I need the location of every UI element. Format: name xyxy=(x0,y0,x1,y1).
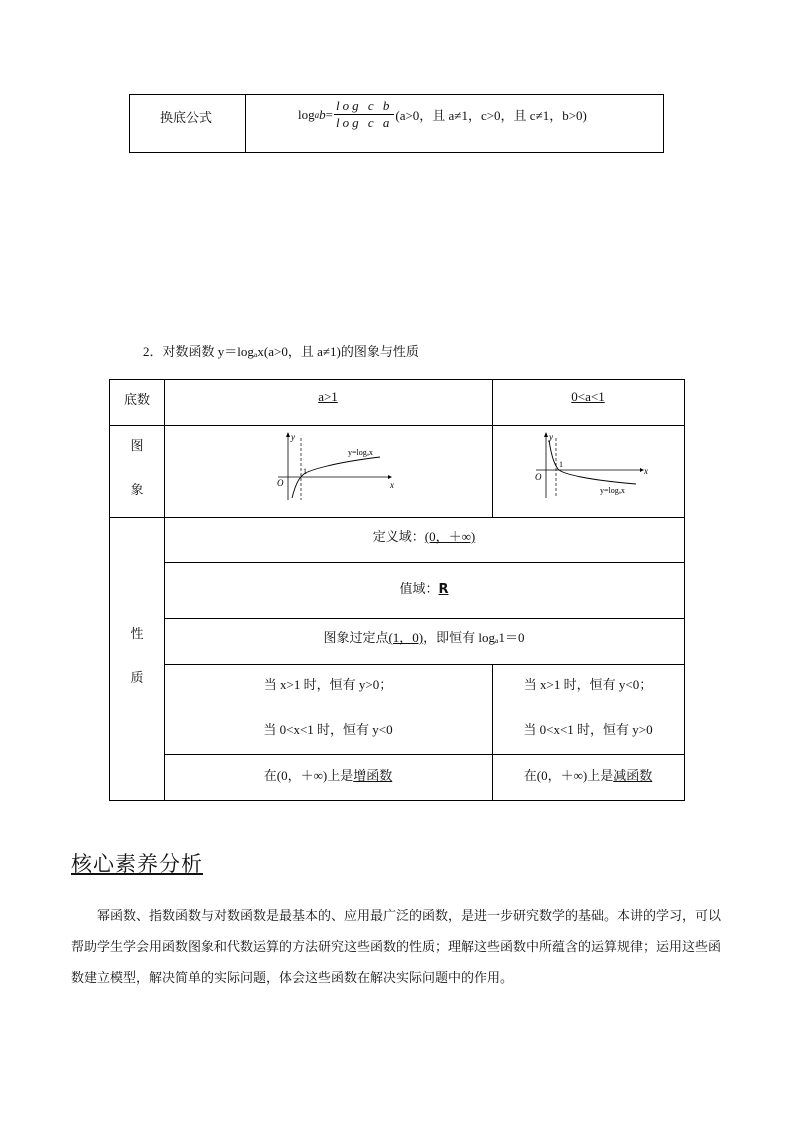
domain-value: (0，＋∞) xyxy=(424,529,476,544)
property-label-1: 性 xyxy=(130,627,144,642)
formula-log-base: a xyxy=(314,109,320,120)
graph-label-2: 象 xyxy=(130,483,144,498)
x-axis-arrow xyxy=(388,475,392,479)
fixed-point-value: (1，0) xyxy=(388,630,424,645)
sign-gt1-line1: 当 x>1 时，恒有 y>0； xyxy=(263,677,393,692)
graph-increasing-log xyxy=(270,430,400,505)
formula-log: log xyxy=(298,106,315,122)
row-divider-header xyxy=(110,425,684,426)
change-of-base-table xyxy=(129,94,664,153)
mono-lt1: 在(0，＋∞)上是减函数 xyxy=(523,768,653,783)
sign-lt1-line1: 当 x>1 时，恒有 y<0； xyxy=(523,677,653,692)
domain-row: 定义域：(0，＋∞) xyxy=(372,529,476,545)
core-literacy-title: 核心素养分析 xyxy=(71,852,203,876)
curve-label: y=logₐx xyxy=(348,448,373,457)
origin-label: O xyxy=(277,478,284,488)
y-axis-arrow xyxy=(286,432,290,437)
property-label-2: 质 xyxy=(130,671,144,686)
mono-lt1-value: 减函数 xyxy=(613,768,653,783)
mono-gt1-value: 增函数 xyxy=(353,768,393,783)
formula-equals: = xyxy=(325,106,333,122)
sign-gt1-line2: 当 0<x<1 时，恒有 y<0 xyxy=(263,722,393,737)
y-label: y xyxy=(549,432,553,442)
core-literacy-paragraph: 幂函数、指数函数与对数函数是最基本的、应用最广泛的函数，是进一步研究数学的基础。本讲的学习，可以帮助学生学会用函数图象和代数运算的方法研究这些函数的性质；理解这些函数中所蕴含的运算规律；运用这些函数建立模型，解决简单的实际问题，体会这些函数在解决实际问题中的作用。 xyxy=(71,909,722,986)
y-label: y xyxy=(291,432,295,442)
log-function-table xyxy=(109,379,685,801)
row-divider-range xyxy=(164,618,684,619)
formula-log-arg: b xyxy=(319,106,326,122)
formula-numerator: log c b xyxy=(335,98,393,113)
change-of-base-formula xyxy=(298,98,587,131)
range-row: 值域：R xyxy=(399,582,449,597)
y-axis-arrow xyxy=(544,432,548,437)
log-curve-increasing xyxy=(292,457,380,498)
formula-label: 换底公式 xyxy=(160,111,213,126)
sign-lt1-line2: 当 0<x<1 时，恒有 y>0 xyxy=(523,722,653,737)
graph-decreasing-log xyxy=(528,430,658,505)
curve-label: y=logₐx xyxy=(600,486,625,495)
label-cell xyxy=(130,95,246,152)
section-heading: 2．对数函数 y＝logₐx(a>0，且 a≠1)的图象与性质 xyxy=(143,344,419,359)
formula-condition: (a>0，且 a≠1，c>0，且 c≠1，b>0) xyxy=(395,108,587,123)
row-divider-domain xyxy=(164,562,684,563)
range-value: R xyxy=(438,582,449,597)
row-divider-fixed xyxy=(164,664,684,665)
header-a-lt-1: 0<a<1 xyxy=(571,389,605,404)
formula-fraction xyxy=(334,98,394,131)
header-a-gt-1: a>1 xyxy=(318,389,338,404)
one-label: 1 xyxy=(559,460,563,469)
header-base: 底数 xyxy=(123,393,150,408)
row-divider-graph xyxy=(110,517,684,518)
mono-gt1: 在(0，＋∞)上是增函数 xyxy=(263,768,393,783)
formula-denominator: log c a xyxy=(335,115,393,130)
origin-label: O xyxy=(535,472,542,482)
fixed-point-row: 图象过定点(1，0)，即恒有 logₐ1＝0 xyxy=(323,630,525,646)
row-divider-sign xyxy=(164,754,684,755)
one-label: 1 xyxy=(303,467,307,476)
x-label: x xyxy=(390,480,394,490)
graph-label-1: 图 xyxy=(130,439,144,454)
x-label: x xyxy=(644,466,648,476)
